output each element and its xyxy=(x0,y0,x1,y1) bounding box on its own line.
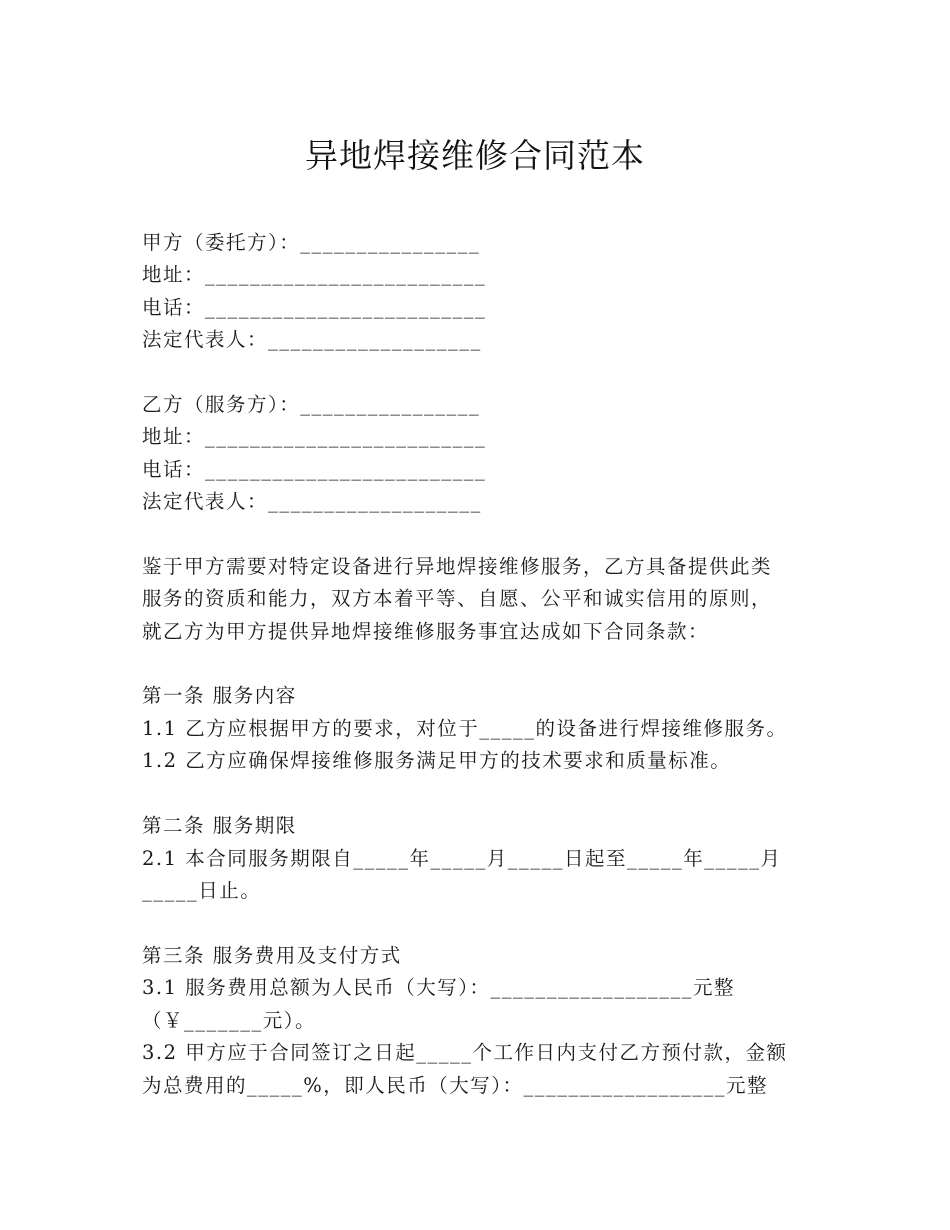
article-3-clause: 3.2 甲方应于合同签订之日起_____个工作日内支付乙方预付款，金额 xyxy=(142,1041,788,1064)
document-title: 异地焊接维修合同范本 xyxy=(305,136,645,175)
article-3-clause: （￥_______元）。 xyxy=(142,1009,317,1032)
party-b-phone: 电话：_________________________ xyxy=(142,458,487,481)
article-3-clause: 为总费用的_____%，即人民币（大写）：__________________元整 xyxy=(142,1074,769,1097)
article-3-clause: 3.1 服务费用总额为人民币（大写）：__________________元整 xyxy=(142,976,735,999)
article-2-clause: 2.1 本合同服务期限自_____年_____月_____日起至_____年_____月 xyxy=(142,847,782,870)
party-a-legal-rep: 法定代表人：___________________ xyxy=(142,328,482,351)
party-b-legal-rep: 法定代表人：___________________ xyxy=(142,490,482,513)
article-1-clause: 1.1 乙方应根据甲方的要求，对位于_____的设备进行焊接维修服务。 xyxy=(142,717,788,740)
party-a-heading: 甲方（委托方）：________________ xyxy=(142,231,481,254)
article-2-heading: 第二条 服务期限 xyxy=(142,814,297,837)
preamble-line: 就乙方为甲方提供异地焊接维修服务事宜达成如下合同条款： xyxy=(142,620,710,643)
article-3-heading: 第三条 服务费用及支付方式 xyxy=(142,944,402,967)
article-1-clause: 1.2 乙方应确保焊接维修服务满足甲方的技术要求和质量标准。 xyxy=(142,749,732,772)
party-b-address: 地址：_________________________ xyxy=(142,425,487,448)
party-a-address: 地址：_________________________ xyxy=(142,263,487,286)
party-b-heading: 乙方（服务方）：________________ xyxy=(142,393,481,416)
preamble-line: 服务的资质和能力，双方本着平等、自愿、公平和诚实信用的原则， xyxy=(142,587,773,610)
party-a-phone: 电话：_________________________ xyxy=(142,296,487,319)
article-1-heading: 第一条 服务内容 xyxy=(142,684,297,707)
article-2-clause: _____日止。 xyxy=(142,879,262,902)
preamble-line: 鉴于甲方需要对特定设备进行异地焊接维修服务，乙方具备提供此类 xyxy=(142,555,773,578)
